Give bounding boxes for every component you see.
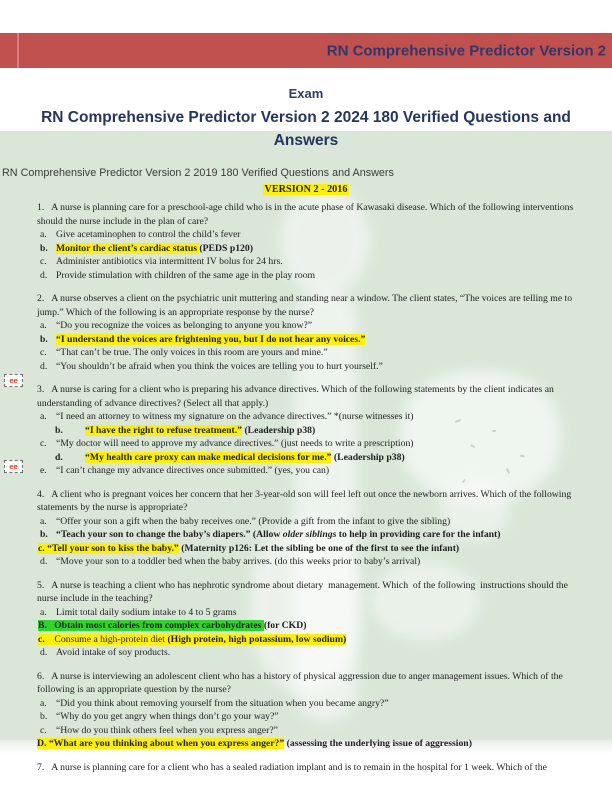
- option-row: [40, 710, 584, 724]
- option-letter: c.: [40, 347, 47, 358]
- question-3: [9, 376, 584, 478]
- option-letter: b.: [55, 424, 63, 436]
- option-text: [38, 542, 459, 556]
- option-letter: b.: [40, 242, 48, 254]
- question-number: 5.: [37, 579, 45, 591]
- option-text: [38, 619, 306, 633]
- option-row: [37, 737, 584, 751]
- text-segment: Administer antibiotics via intermittent IV bolus for 24 hrs.: [56, 256, 283, 267]
- text-segment: “Offer your son a gift when the baby receives one.” (Provide a gift from the infant to give the sibling): [56, 515, 451, 527]
- option-letter: a.: [40, 320, 47, 331]
- version-heading: [0, 183, 612, 197]
- option-row: [40, 646, 584, 660]
- question-stem-text: A nurse is interviewing an adolescent client who has a history of physical aggression due to anger management issues. Which of the following is an appropriate question by the nurse?: [37, 670, 566, 695]
- option-letter: d.: [40, 360, 48, 372]
- option-letter: d.: [40, 647, 48, 658]
- text-segment: “How do you think others feel when you express anger?”: [56, 724, 278, 736]
- text-segment: c. “Tell your son to kiss the baby.”: [38, 542, 179, 554]
- option-letter: a.: [40, 606, 47, 618]
- question-number: 6.: [37, 670, 45, 682]
- option-row: [40, 242, 584, 256]
- text-segment: (Leadership p38): [242, 424, 316, 436]
- option-letter: c.: [40, 438, 47, 449]
- text-segment: Monitor the client’s cardiac status: [56, 242, 200, 254]
- exam-heading: Exam: [288, 86, 324, 101]
- text-segment: “I have the right to refuse treatment.”: [85, 424, 243, 436]
- question-number: 3.: [37, 384, 45, 395]
- option-row: [40, 515, 584, 529]
- option-text: [56, 646, 170, 660]
- option-row: [38, 542, 584, 556]
- text-segment: “Do you recognize the voices as belonging to anyone you know?”: [56, 320, 313, 331]
- option-letter: a.: [40, 411, 47, 422]
- option-row: [40, 346, 584, 360]
- text-segment: “Move your son to a toddler bed when the baby arrives. (do this weeks prior to baby’s arrival): [56, 556, 421, 567]
- option-text: [56, 724, 278, 738]
- option-text: [56, 269, 315, 283]
- question-number: 4.: [37, 488, 45, 500]
- option-letter: a.: [40, 515, 47, 527]
- option-letter: d.: [55, 451, 63, 463]
- text-segment: (PEDS p120): [199, 242, 253, 254]
- text-segment: (for CKD): [263, 620, 307, 631]
- option-text: [56, 710, 279, 724]
- option-row: [40, 437, 584, 451]
- option-text: [56, 333, 365, 347]
- text-segment: “That can’t be true. The only voices in this room are yours and mine.”: [56, 347, 328, 358]
- option-text: [56, 360, 383, 374]
- question-stem: [37, 383, 584, 410]
- option-row: [40, 606, 584, 620]
- question-stem: [37, 579, 584, 606]
- text-segment: “My health care proxy can make medical decisions for me.”: [85, 451, 332, 463]
- text-segment: Give acetaminophen to control the child’s fever: [56, 229, 241, 240]
- question-stem-text: A nurse is teaching a client who has nephrotic syndrome about dietary management. Which of the following instructions should the nurse include in the teaching?: [37, 579, 571, 604]
- option-text: [56, 319, 312, 333]
- version-heading-text: VERSION 2 - 2016: [264, 183, 348, 195]
- option-row: [38, 633, 584, 647]
- option-row: [40, 319, 584, 333]
- option-text: [56, 346, 328, 360]
- text-segment: “I can’t change my advance directives once submitted.” (yes, you can): [56, 465, 330, 476]
- option-letter: c.: [40, 256, 47, 267]
- option-row: [40, 464, 584, 478]
- header-banner: [0, 33, 612, 68]
- banner-title: RN Comprehensive Predictor Version 2: [326, 42, 606, 59]
- subtitle: RN Comprehensive Predictor Version 2 2019 180 Verified Questions and Answers: [2, 167, 394, 179]
- option-letter: c.: [40, 724, 47, 736]
- text-segment: to help in providing care for the infant): [336, 529, 501, 540]
- option-letter: a.: [40, 697, 47, 709]
- option-text: [56, 437, 414, 451]
- margin-note: ee: [4, 460, 23, 473]
- question-number: 1.: [37, 202, 45, 213]
- question-number: 2.: [37, 293, 45, 304]
- option-text: [56, 228, 241, 242]
- option-text: [56, 464, 329, 478]
- option-letter: d.: [40, 269, 48, 281]
- option-row: [55, 451, 584, 465]
- text-segment: (assessing the underlying issue of aggression): [284, 738, 472, 749]
- question-stem: [37, 292, 584, 319]
- text-segment: “I understand the voices are frightening you, but I do not hear any voices.”: [56, 333, 366, 345]
- text-segment: c.: [38, 633, 45, 645]
- option-row: [40, 555, 584, 569]
- option-text: [37, 737, 472, 751]
- option-row: [40, 724, 584, 738]
- option-text: [56, 515, 450, 529]
- option-text: [56, 410, 414, 424]
- text-segment: (High protein, high potassium, low sodium): [167, 633, 347, 645]
- text-segment: (Maternity p126: Let the sibling be one of the first to see the infant): [178, 542, 460, 554]
- option-letter: b.: [40, 529, 48, 540]
- option-row: [40, 410, 584, 424]
- text-segment: B. Obtain most calories from complex carbohydrates: [38, 620, 264, 631]
- text-segment: Limit total daily sodium intake to 4 to 5 grams: [56, 606, 237, 618]
- text-segment: “Why do you get angry when things don’t go your way?”: [56, 711, 279, 722]
- text-segment: “My doctor will need to approve my advance directives.” (just needs to write a prescription): [56, 438, 414, 449]
- document-title-line2: Answers: [273, 131, 339, 149]
- option-text: [85, 451, 405, 465]
- option-row: [40, 269, 584, 283]
- text-segment: Provide stimulation with children of the same age in the play room: [56, 269, 316, 281]
- question-stem-text: A nurse is planning care for a preschool-age child who is in the acute phase of Kawasaki disease. Which of the following interventions should the nurse include in the plan of care?: [37, 202, 576, 227]
- text-segment: “You shouldn’t be afraid when you think the voices are telling you to hurt yourself.”: [56, 360, 383, 372]
- option-text: [85, 424, 315, 438]
- text-segment: “Teach your son to change the baby’s diapers.” (Allow: [56, 529, 283, 540]
- option-text: [56, 606, 237, 620]
- question-stem: [37, 761, 584, 775]
- option-row: [40, 333, 584, 347]
- option-row: [40, 228, 584, 242]
- option-letter: b.: [40, 711, 48, 722]
- question-2: [37, 292, 584, 373]
- question-stem: [37, 670, 584, 697]
- option-text: [56, 242, 253, 256]
- text-segment: Consume a high-protein diet: [44, 633, 168, 645]
- question-1: [37, 201, 584, 282]
- question-number: 7.: [37, 761, 45, 773]
- question-stem-text: A nurse is caring for a client who is preparing his advance directives. Which of the following statements by the client indicates an understanding of advance directives? (Select all that apply.): [37, 384, 557, 409]
- option-row: [55, 424, 584, 438]
- option-text: [56, 697, 389, 711]
- option-row: [38, 619, 584, 633]
- question-stem: [37, 201, 584, 228]
- option-text: [56, 555, 420, 569]
- margin-note: ee: [4, 374, 23, 387]
- question-stem: [37, 488, 584, 515]
- option-row: [40, 255, 584, 269]
- document-title-line1: RN Comprehensive Predictor Version 2 2024 180 Verified Questions and: [41, 109, 571, 126]
- option-letter: b.: [40, 333, 48, 345]
- option-row: [40, 697, 584, 711]
- text-segment: older siblings: [282, 529, 337, 540]
- option-letter: d.: [40, 556, 48, 567]
- question-stem-text: A nurse observes a client on the psychiatric unit muttering and standing near a window. The client states, “The voices are telling me to jump.” Which of the following is an appropriate response by the nurse?: [37, 293, 575, 318]
- document-title: [0, 107, 612, 152]
- question-7: [37, 761, 584, 775]
- question-4: [37, 488, 584, 569]
- text-segment: (Leadership p38): [331, 451, 405, 463]
- question-5: [37, 579, 584, 660]
- question-stem-text: A nurse is planning care for a client who has a sealed radiation implant and is to remain in the hospital for 1 week. Which of the: [51, 761, 547, 773]
- text-segment: D. “What are you thinking about when you express anger?”: [37, 738, 285, 749]
- banner-stripe: [17, 33, 19, 68]
- text-segment: “I need an attorney to witness my signature on the advance directives.” *(nurse witnesses it): [56, 411, 414, 422]
- text-segment: “Did you think about removing yourself from the situation when you became angry?”: [56, 697, 389, 709]
- option-text: [56, 528, 501, 542]
- question-stem-text: A client who is pregnant voices her concern that her 3-year-old son will feel left out once the newborn arrives. Which of the following statements by the nurse is appropriate?: [37, 488, 574, 513]
- option-text: [56, 255, 283, 269]
- option-letter: e.: [40, 465, 47, 476]
- option-row: [40, 528, 584, 542]
- option-text: [38, 633, 346, 647]
- question-6: [37, 670, 584, 751]
- page-content: [0, 167, 612, 774]
- text-segment: Avoid intake of soy products.: [56, 647, 171, 658]
- option-row: [40, 360, 584, 374]
- option-letter: a.: [40, 229, 47, 240]
- questions-list: [0, 201, 612, 774]
